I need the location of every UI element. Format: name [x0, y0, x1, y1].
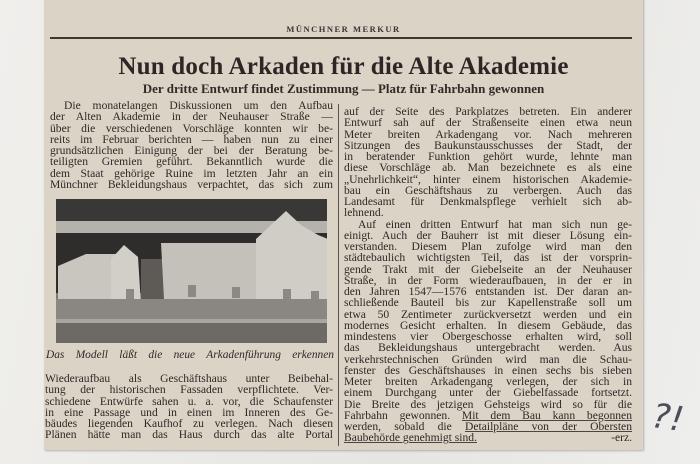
underlined-text: Baubehörde genehmigt sind.: [344, 431, 477, 445]
text-line: Plänen hätte man das Haus durch das alte Portal: [45, 428, 333, 442]
left-column-top: [50, 100, 333, 190]
text-line: „Unehrlichkeit“, hinter einem historischen Akademie-: [344, 172, 632, 186]
text-line: städtebaulich wichtigsten Teil, das ist der vorsprin-: [344, 251, 632, 265]
text-line: mindestens vier Obergeschosse erhalten wird, soll: [344, 330, 632, 343]
text-line: bau ein Geschäftshaus zu verbergen. Auch das: [344, 183, 632, 197]
masthead: MÜNCHNER MERKUR: [286, 24, 401, 34]
text-line: der Alten Akademie in der Neuhauser Straße —: [50, 110, 333, 124]
text-line: gende Trakt mit der Giebelseite an der Neuhauser: [344, 262, 632, 276]
text-line: bäudes liegenden Kaufhof zu verlegen. Nach diesen: [45, 417, 333, 430]
text-line: Straße, in der Form wiederaufbauen, in der er in: [344, 273, 632, 287]
text-line: modernes Gesicht erhalten. In diesem Gebäude, das: [344, 318, 632, 332]
text-line: einigt. Auch der Bauherr ist mit dieser Lösung ein-: [344, 228, 632, 242]
text-line: tung der historischen Fassaden verpflichtete. Ver-: [45, 383, 333, 397]
text-line: verkehrstechnischen Gründen wird man die Schau-: [344, 352, 632, 366]
text-line: das Bekleidungshaus untergebracht werden. Aus: [344, 341, 632, 355]
left-column-bottom: [45, 373, 333, 441]
text-line: Wiederaufbau als Geschäftshaus unter Beibehal-: [45, 372, 333, 385]
text-line: [344, 432, 632, 443]
text-line: Meter breiten Arkadengang vor. Nach mehreren: [344, 127, 632, 141]
text-line: Sitzungen des Baukunstausschusses der Stadt, der: [344, 138, 632, 152]
text-line: in beratender Funktion gehört wurde, lehnte man: [344, 150, 632, 163]
text-segment: werden, sobald die: [344, 420, 465, 433]
column-divider: [338, 104, 339, 446]
text-line: Meter breiten Arkadengang verlegen, der sich in: [344, 375, 632, 388]
text-line: Auf einen dritten Entwurf hat man sich nun ge-: [358, 217, 632, 231]
text-segment: Fahrbahn gewonnen.: [344, 408, 462, 422]
text-line: einem Durchgang unter der Giebelfassade fortsetzt.: [344, 386, 632, 400]
text-line: auf der Seite des Parkplatzes betreten. Ein anderer: [344, 105, 632, 118]
text-line: teiligten Gremien geführt. Bekanntlich wurde die: [50, 155, 333, 169]
text-line: den Jahren 1547—1576 entstanden ist. Der daran an-: [344, 285, 632, 298]
masthead-rule: [50, 37, 632, 39]
text-line: dem Staat gehörige Ruine im letzten Jahr an ein: [50, 166, 333, 180]
text-line: fenster des Geschäftshauses in einen sechs bis sieben: [344, 363, 632, 377]
text-line: reits im Februar berichten — haben nun zu einer: [50, 132, 333, 146]
text-line: lehnend.: [344, 206, 384, 220]
model-photo: [56, 199, 327, 343]
text-line: Münchner Bekleidungshaus verpachtet, das sich zum: [50, 177, 333, 191]
text-line: Landesamt für Denkmalspflege verhielt sich ab-: [344, 195, 632, 208]
photo-caption: Das Modell läßt die neue Arkadenführung erkennen: [46, 349, 334, 361]
author-initials: -erz.: [611, 431, 632, 445]
text-line: in eine Passage und in einen im Inneren des Ge-: [45, 405, 333, 419]
subheadline: Der dritte Entwurf findet Zustimmung — Platz für Fahrbahn gewonnen: [142, 81, 545, 96]
text-line: diese Vorschläge ab. Man bezeichnete es als eine: [344, 161, 632, 175]
text-line: Die Breite des jetzigen Gehsteigs wird so für die: [344, 397, 632, 411]
text-line: etwa 50 Zentimeter zurückversetzt werden und ein: [344, 307, 632, 321]
headline: Nun doch Arkaden für die Alte Akademie: [118, 53, 569, 80]
underlined-text: Mit dem Bau kann begonnen: [461, 408, 632, 422]
text-line: verstanden. Diesem Plan zufolge wird man den: [344, 240, 632, 253]
text-line: schließende Bauteil bis zur Kapellenstraße soll um: [344, 296, 632, 310]
underlined-text: Detailpläne von der Obersten: [464, 420, 632, 433]
right-column: [344, 106, 632, 444]
text-line: Die monatelangen Diskussionen um den Aufbau: [64, 99, 333, 112]
text-line: schiedene Entwürfe sahen u. a. vor, die Schaufenster: [45, 394, 333, 408]
text-line: über die verschiedenen Vorschläge konnten wir be-: [50, 121, 333, 135]
handwritten-note: ?!: [649, 395, 687, 441]
text-line: Entwurf sah auf der Straßenseite einen etwa neun: [344, 116, 632, 130]
text-line: grundsätzlichen Einigung der bei der Beratung be-: [50, 144, 333, 157]
